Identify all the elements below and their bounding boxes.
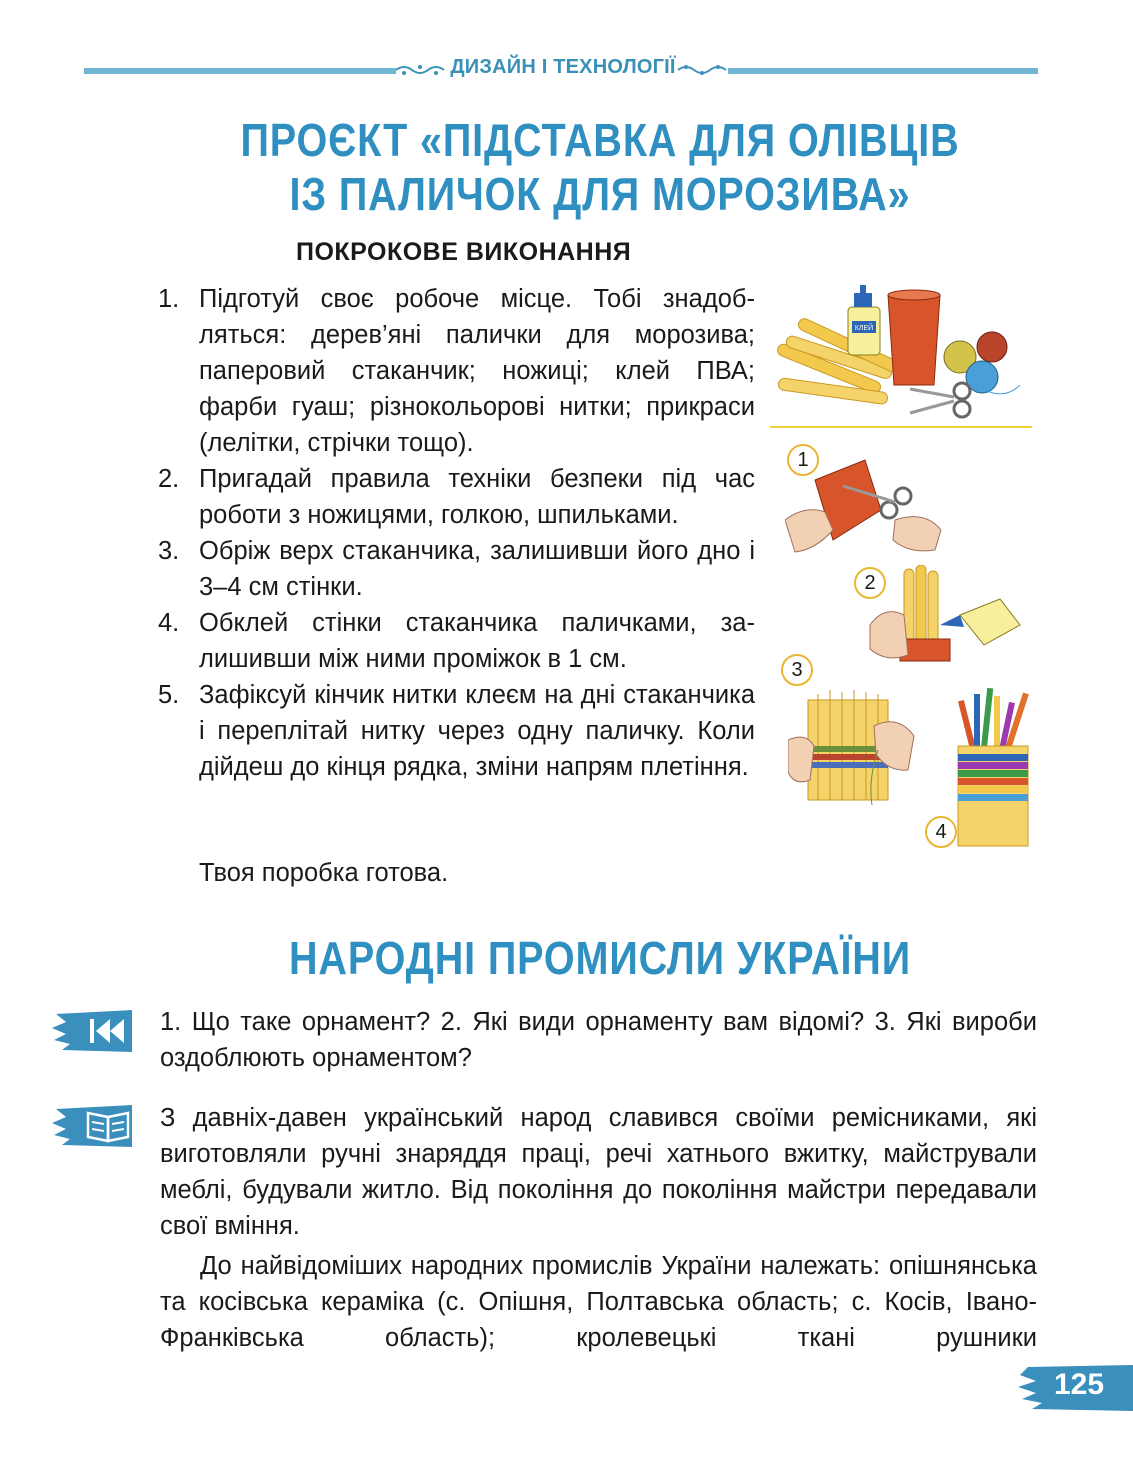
paragraph: До найвідоміших народних промислів України належать: опішнянська та косівська кераміка (с. Опішня, Полтавська область; с. Косів, Івано-Франківська область); кролевецькі ткані рушники bbox=[160, 1252, 1037, 1352]
steps-list bbox=[158, 281, 755, 785]
step-text: Обклей стінки стаканчика паличками, залишивши між ними проміжок в 1 см. bbox=[199, 609, 755, 673]
paper-cup-icon bbox=[888, 290, 940, 385]
step-item bbox=[158, 461, 755, 533]
step-number: 3. bbox=[158, 537, 180, 565]
project-title-line-1: ПРОЄКТ «ПІДСТАВКА ДЛЯ ОЛІВЦІВ bbox=[240, 114, 960, 166]
header-ornament-left-icon bbox=[394, 60, 450, 80]
step-text: Пригадай правила техніки безпеки під час роботи з ножицями, голкою, шпильками. bbox=[199, 465, 755, 529]
project-subtitle: ПОКРОКОВЕ ВИКОНАННЯ bbox=[296, 238, 632, 266]
popsicle-sticks-icon bbox=[776, 317, 901, 405]
step-item bbox=[158, 281, 755, 461]
step-text: Зафіксуй кінчик нитки клеєм на дні стаканчика і переплітай нитку через одну паличку. Коли дійдеш до кінця рядка, зміни напрям плетіння. bbox=[199, 681, 755, 781]
reading-text bbox=[160, 1100, 1037, 1360]
review-questions: 1. Що таке орнамент? 2. Які види орнаменту вам відомі? 3. Які вироби оздоблюють орнаментом? bbox=[160, 1008, 1037, 1072]
project-title-line-2: ІЗ ПАЛИЧОК ДЛЯ МОРОЗИВА» bbox=[289, 168, 911, 220]
rewind-icon bbox=[52, 1006, 136, 1056]
section-title: НАРОДНІ ПРОМИСЛИ УКРАЇНИ bbox=[288, 932, 911, 984]
page-number: 125 bbox=[1053, 1368, 1105, 1401]
header-ornament-right-icon bbox=[672, 60, 728, 80]
scissors-icon bbox=[910, 383, 970, 417]
step-1-badge: 1 bbox=[787, 444, 819, 476]
header-rule-right bbox=[728, 68, 1038, 74]
glue-label: КЛЕЙ bbox=[854, 325, 874, 332]
paragraph: З давніх-давен український народ славився своїми ремісниками, які виготовляли ручні знаряддя праці, речі хатнього вжитку, майстрували меблі, будували житло. Від покоління до покоління майстри передавали свої вміння. bbox=[160, 1104, 1037, 1240]
project-title bbox=[213, 113, 987, 221]
glue-bottle-icon bbox=[848, 285, 880, 355]
step-3-illustration bbox=[788, 680, 918, 810]
step-3-badge: 3 bbox=[781, 654, 813, 686]
step-item bbox=[158, 677, 755, 785]
header-title: ДИЗАЙН І ТЕХНОЛОГІЇ bbox=[450, 56, 676, 78]
step-item bbox=[158, 533, 755, 605]
step-text: Обріж верх стаканчика, залишивши його дно і 3–4 см стінки. bbox=[199, 537, 755, 601]
final-note: Твоя поробка готова. bbox=[199, 859, 449, 887]
step-number: 1. bbox=[158, 285, 180, 313]
materials-illustration bbox=[770, 285, 1032, 430]
step-number: 4. bbox=[158, 609, 180, 637]
step-2-badge: 2 bbox=[854, 567, 886, 599]
step-4-illustration bbox=[950, 680, 1035, 850]
step-item bbox=[158, 605, 755, 677]
step-number: 5. bbox=[158, 681, 180, 709]
book-icon bbox=[52, 1101, 136, 1151]
step-text: Підготуй своє робоче місце. Тобі знадобляться: дерев’яні палички для морозива; паперовий стаканчик; ножиці; клей ПВА; фарби гуаш; різнокольорові нитки; прикраси (лелітки, стрічки тощо). bbox=[199, 285, 755, 457]
step-number: 2. bbox=[158, 465, 180, 493]
header-rule-left bbox=[84, 68, 396, 74]
step-4-badge: 4 bbox=[925, 816, 957, 848]
